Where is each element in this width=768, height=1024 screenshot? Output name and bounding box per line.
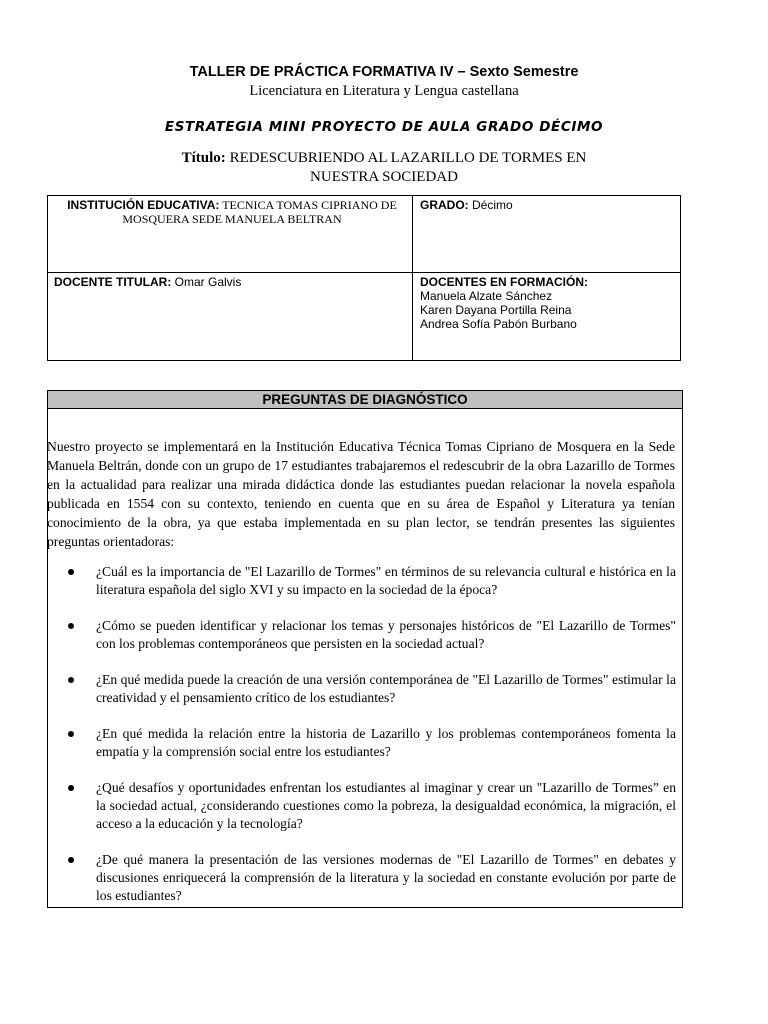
question-item [66, 851, 676, 905]
project-title [150, 149, 618, 187]
institution-cell [62, 198, 402, 226]
question-item [66, 617, 676, 653]
question-text: ¿En qué medida puede la creación de una versión contemporánea de "El Lazarillo de Tormes" estimular la creatividad y el pensamiento crítico de los estudiantes? [96, 672, 676, 705]
question-item [66, 563, 676, 599]
teacher-value: Omar Galvis [174, 275, 242, 289]
info-table [47, 195, 681, 361]
questions-list [66, 563, 676, 923]
document-title: TALLER DE PRÁCTICA FORMATIVA IV – Sexto Semestre [189, 64, 579, 80]
trainee-name: Karen Dayana Portilla Reina [420, 303, 572, 317]
grade-cell [420, 198, 670, 212]
strategy-heading: ESTRATEGIA MINI PROYECTO DE AULA GRADO DÉCIMO [164, 119, 604, 135]
trainee-name: Manuela Alzate Sánchez [420, 289, 553, 303]
diagnostic-section [47, 390, 683, 908]
question-text: ¿En qué medida la relación entre la historia de Lazarillo y los problemas contemporáneos fomenta la empatía y la comprensión social entre los estudiantes? [96, 726, 676, 759]
teacher-cell [54, 275, 404, 289]
teacher-label: DOCENTE TITULAR: [54, 275, 172, 289]
question-item [66, 671, 676, 707]
question-text: ¿Cuál es la importancia de "El Lazarillo de Tormes" en términos de su relevancia cultural e histórica en la literatura española del siglo XVI y su impacto en la sociedad de la época? [96, 564, 676, 597]
bullet-icon [68, 857, 74, 863]
table-divider-vertical [412, 196, 413, 360]
diagnostic-heading: PREGUNTAS DE DIAGNÓSTICO [48, 391, 682, 409]
bullet-icon [68, 731, 74, 737]
question-text: ¿Cómo se pueden identificar y relacionar los temas y personajes históricos de "El Lazarillo de Tormes" con los problemas contemporáneos que persisten en la sociedad actual? [96, 618, 676, 651]
bullet-icon [68, 785, 74, 791]
program-subtitle: Licenciatura en Literatura y Lengua castellana [249, 83, 519, 99]
institution-label: INSTITUCIÓN EDUCATIVA: [67, 198, 220, 212]
bullet-icon [68, 623, 74, 629]
bullet-icon [68, 677, 74, 683]
title-label: Título: [181, 150, 226, 166]
trainees-label: DOCENTES EN FORMACIÓN: [420, 275, 588, 289]
trainees-cell [420, 275, 670, 331]
institution-value: TECNICA TOMAS CIPRIANO DE MOSQUERA SEDE MANUELA BELTRAN [122, 198, 397, 226]
title-value: REDESCUBRIENDO AL LAZARILLO DE TORMES EN NUESTRA SOCIEDAD [229, 150, 587, 185]
bullet-icon [68, 569, 74, 575]
diagnostic-intro: Nuestro proyecto se implementará en la Institución Educativa Técnica Tomas Cipriano de Mosquera en la Sede Manuela Beltrán, donde con un grupo de 17 estudiantes trabajaremos el redescubrir de la obra Lazarillo de Tormes en la actualidad para realizar una mirada didáctica donde las estudiantes puedan relacionar la novela española publicada en 1554 con su contexto, teniendo en cuenta que en su área de Español y Literatura ya tenían conocimiento de la obra, ya que estaba implementada en su plan lector, se tendrán presentes las siguientes preguntas orientadoras: [47, 439, 675, 549]
question-text: ¿De qué manera la presentación de las versiones modernas de "El Lazarillo de Tormes" en debates y discusiones enriquecerá la comprensión de la literatura y la sociedad en constante evolución por parte de los estudiantes? [96, 852, 676, 903]
question-item [66, 779, 676, 833]
grade-label: GRADO: [420, 198, 469, 212]
question-item [66, 725, 676, 761]
question-text: ¿Qué desafíos y oportunidades enfrentan los estudiantes al imaginar y crear un "Lazarillo de Tormes” en la sociedad actual, ¿considerando cuestiones como la pobreza, la desigualdad económica, la migración, el acceso a la educación y la tecnología? [96, 780, 676, 831]
trainee-name: Andrea Sofía Pabón Burbano [420, 317, 577, 331]
grade-value: Décimo [472, 198, 513, 212]
table-divider-horizontal [48, 272, 680, 273]
